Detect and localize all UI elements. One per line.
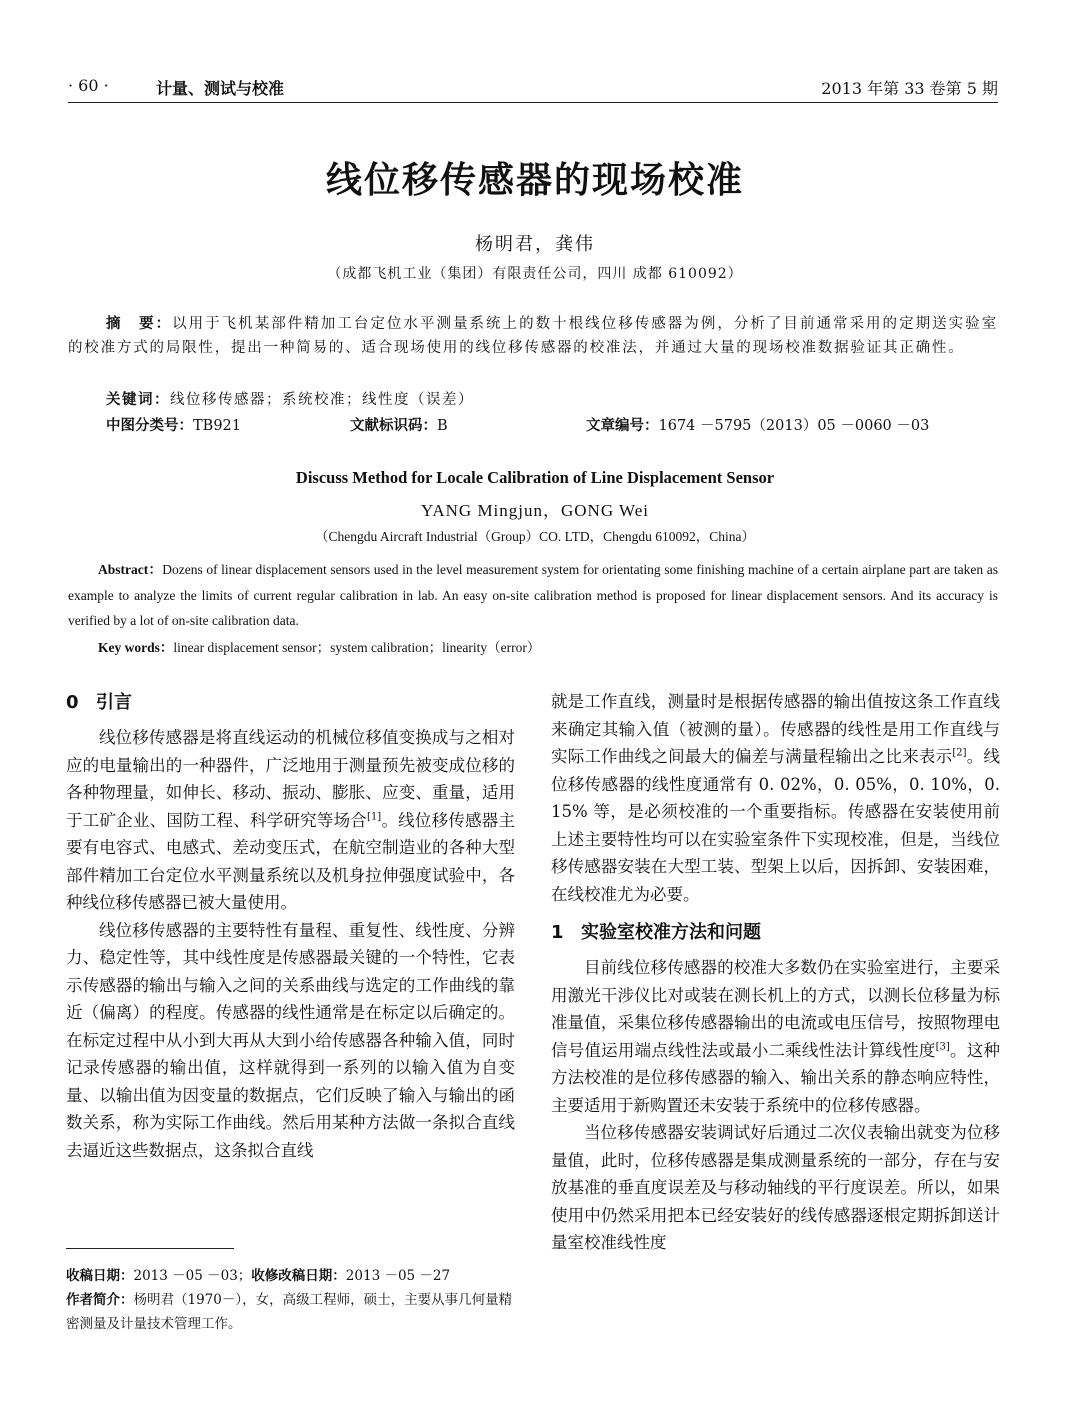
- revised-label: 收修改稿日期：: [251, 1268, 346, 1284]
- section-1-heading: [551, 918, 1000, 948]
- issue-info: 2013 年第 33 卷第 5 期: [821, 79, 998, 98]
- english-keywords: [98, 636, 540, 656]
- section-0-title: 引言: [96, 692, 132, 713]
- section-0-number: 0: [66, 692, 79, 713]
- footnote: [66, 1264, 516, 1336]
- clc-value: TB921: [193, 418, 242, 434]
- abstract-cn: [68, 312, 998, 360]
- article-label: 文章编号：: [586, 418, 659, 434]
- english-abstract: [68, 557, 998, 634]
- abstract-cn-text: 以用于飞机某部件精加工台定位水平测量系统上的数十根线位移传感器为例，分析了目前通常采用的定期送实验室的校准方式的局限性，提出一种简易的、适合现场使用的线位移传感器的校准法，并通过大量的现场校准数据验证其正确性。: [68, 316, 998, 356]
- section-1-title: 实验室校准方法和问题: [581, 922, 761, 943]
- english-abstract-label: Abstract：: [98, 562, 163, 577]
- english-abstract-text: Dozens of linear displacement sensors used in the level measurement system for orientating some finishing machine of a certain airplane part are taken as example to analyze the limits of current regular calibration in lab. An easy on-site calibration method is proposed for linear displacement sensors. And its accuracy is verified by a lot of on-site calibration data.: [68, 562, 998, 628]
- bio-label: 作者简介：: [66, 1292, 134, 1308]
- doc-label: 文献标识码：: [350, 418, 437, 434]
- paragraph-text: 线位移传感器是将直线运动的机械位移值变换成与之相对应的电量输出的一种器件，广泛地用于测量预先被变成位移的各种物理量，如伸长、移动、振动、膨胀、应变、重量，适用于工矿企业、国防工程、科学研究等场合: [66, 728, 515, 830]
- affiliation: （成都飞机工业（集团）有限责任公司，四川 成都 610092）: [327, 266, 743, 282]
- paragraph-text: 。线位移传感器的线性度通常有 0. 02%，0. 05%，0. 10%，0. 15% 等，是必须校准的一个重要指标。传感器在安装使用前上述主要特性均可以在实验室条件下实现校准，但是，当线位移传感器安装在大型工装、型架上以后，因拆卸、安装困难，在线校准尤为必要。: [551, 747, 1001, 904]
- section-1-paragraph-1: [551, 954, 1000, 1119]
- journal-section: 计量、测试与校准: [156, 79, 285, 98]
- left-column: [66, 688, 515, 1164]
- citation-ref: [3]: [935, 1041, 950, 1052]
- right-column: [551, 688, 1000, 1257]
- section-0-heading: [66, 688, 515, 718]
- paragraph-text: 就是工作直线，测量时是根据传感器的输出值按这条工作直线来确定其输入值（被测的量）。传感器的线性是用工作直线与实际工作曲线之间最大的偏差与满量程输出之比来表示: [551, 692, 1000, 766]
- bio-text: 杨明君（1970－），女，高级工程师，硕士，主要从事几何量精密测量及计量技术管理工作。: [66, 1292, 513, 1332]
- keywords-cn-label: 关键词：: [106, 392, 170, 408]
- english-keywords-label: Key words：: [98, 640, 174, 655]
- footnote-bio: [66, 1288, 516, 1336]
- paragraph-text: 。线位移传感器主要有电容式、电感式、差动变压式，在航空制造业的各种大型部件精加工台定位水平测量系统以及机身拉伸强度试验中，各种线位移传感器已被大量使用。: [66, 810, 516, 912]
- page-number: · 60 ·: [68, 76, 109, 95]
- clc-code: [106, 414, 241, 435]
- footnote-dates: [66, 1264, 516, 1288]
- revised-date: 2013 －05 －27: [345, 1268, 451, 1284]
- citation-ref: [2]: [952, 747, 967, 759]
- paragraph-text: 。这种方法校准的是位移传感器的输入、输出关系的静态响应特性，主要适用于新购置还未安装于系统中的位移传感器。: [551, 1040, 1001, 1115]
- doc-code: [350, 414, 448, 435]
- article-value: 1674 －5795（2013）05 －0060 －03: [658, 418, 930, 434]
- section-1-number: 1: [551, 922, 564, 943]
- english-title: Discuss Method for Locale Calibration of Line Displacement Sensor: [295, 468, 775, 487]
- running-header: [68, 76, 998, 100]
- received-date: 2013 －05 －03；: [133, 1268, 252, 1284]
- header-rule: [68, 102, 998, 103]
- classification-row: [106, 414, 998, 436]
- section-0-paragraph-1: [66, 724, 515, 917]
- section-1-paragraph-2: 当位移传感器安装调试好后通过二次仪表输出就变为位移量值，此时，位移传感器是集成测量系统的一部分，存在与安放基准的垂直度误差及与移动轴线的平行度误差。所以，如果使用中仍然采用把本已经安装好的线传感器逐根定期拆卸送计量室校准线性度: [551, 1123, 1000, 1252]
- abstract-cn-label: 摘 要：: [106, 316, 173, 332]
- keywords-cn: [106, 388, 474, 409]
- paragraph-text: 目前线位移传感器的校准大多数仍在实验室进行，主要采用激光干涉仪比对或装在测长机上的方式，以测长位移量为标准量值，采集位移传感器输出的电流或电压信号，按照物理电信号值运用端点线性法或最小二乘线性法计算线性度: [551, 958, 1000, 1060]
- section-0-paragraph-2: 线位移传感器的主要特性有量程、重复性、线性度、分辨力、稳定性等，其中线性度是传感器最关键的一个特性，它表示传感器的输出与输入之间的关系曲线与选定的工作曲线的靠近（偏离）的程度。传感器的线性通常是在标定以后确定的。在标定过程中从小到大再从大到小给传感器各种输入值，同时记录传感器的输出值，这样就得到一系列的以输入值为自变量、以输出值为因变量的数据点，它们反映了输入与输出的函数关系，称为实际工作曲线。然后用某种方法做一条拟合直线去逼近这些数据点，这条拟合直线: [66, 920, 515, 1160]
- english-affiliation: （Chengdu Aircraft Industrial（Group）CO. LTD，Chengdu 610092，China）: [314, 529, 756, 544]
- article-number: [586, 414, 929, 435]
- citation-ref: [1]: [367, 811, 382, 822]
- paper-title: 线位移传感器的现场校准: [325, 160, 744, 201]
- footnote-rule: [66, 1248, 234, 1249]
- english-authors: YANG Mingjun，GONG Wei: [420, 501, 650, 520]
- clc-label: 中图分类号：: [106, 418, 193, 434]
- received-label: 收稿日期：: [66, 1268, 134, 1284]
- english-keywords-text: linear displacement sensor；system calibration；linearity（error）: [173, 640, 541, 655]
- doc-value: B: [437, 418, 448, 434]
- keywords-cn-text: 线位移传感器；系统校准；线性度（误差）: [170, 392, 474, 408]
- section-0-paragraph-3: [551, 688, 1000, 908]
- authors: 杨明君，龚伟: [475, 234, 595, 255]
